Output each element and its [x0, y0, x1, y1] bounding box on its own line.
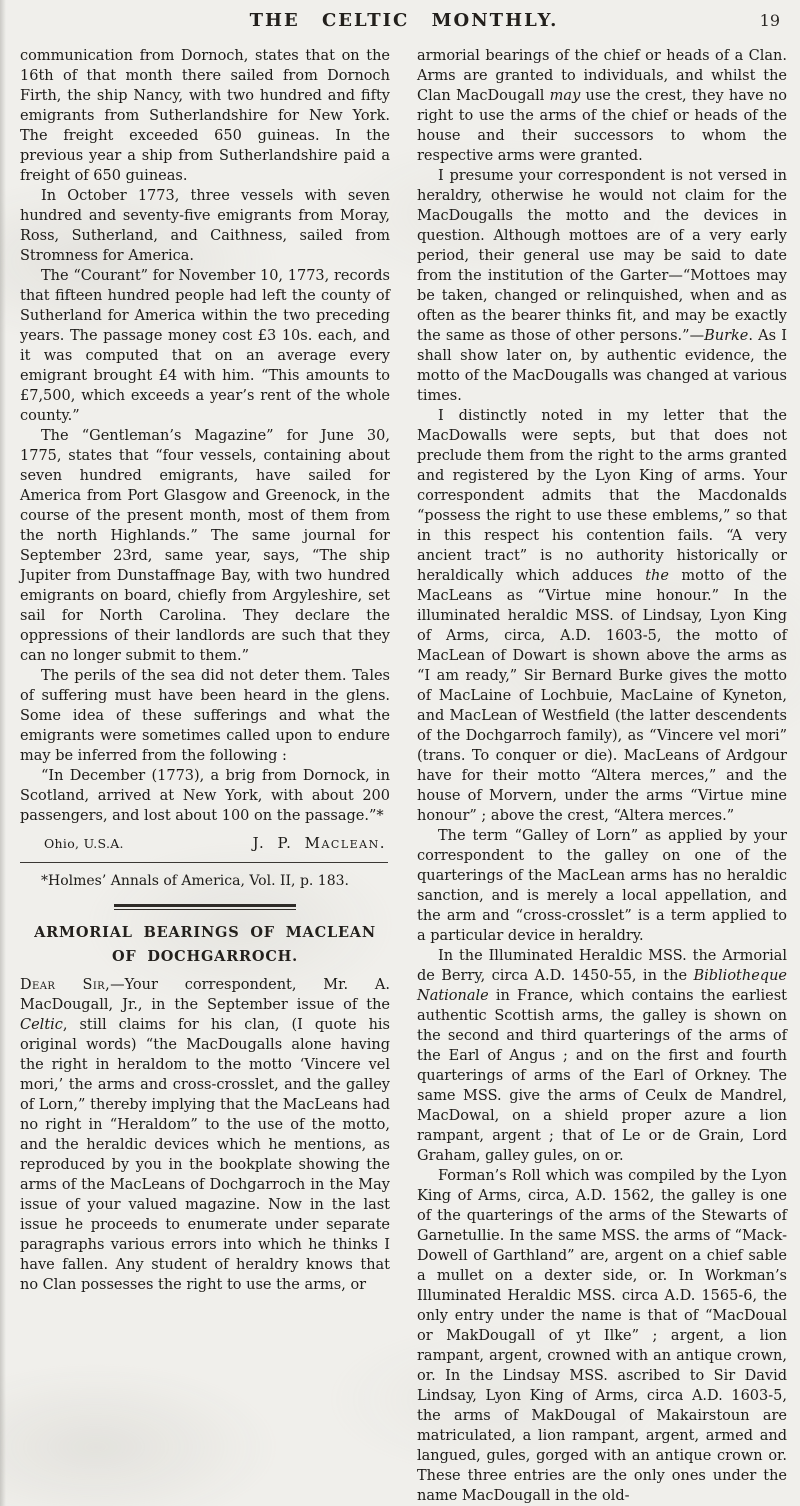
paragraph-emigration-dornoch: communication from Dornoch, states that on the 16th of that month there sailed from Dornoch Firth, the ship Nancy, with two hundred and fifty emigrants from Sutherlandshire for New York. The freight exceeded 650 guineas. In the previous year a ship from Sutherlandshire paid a freight of 650 guineas. [20, 48, 390, 184]
signature-row [20, 834, 390, 852]
paragraph-presume-correspondent: I presume your correspondent is not versed in heraldry, otherwise he would not claim for the MacDougalls the motto and the devices in question. Although mottoes are of a very early period, their general use may be said to date from the institution of the Garter—“Mottoes may be taken, changed or relinquished, when and as often as the bearer thinks fit, and may be exactly the same as those of other persons.”—Burke. As I shall show later on, by authentic evidence, the motto of the MacDougalls was changed at various times. [417, 168, 788, 404]
section-divider [114, 904, 296, 910]
paragraph-october-1773: In October 1773, three vessels with seven hundred and seventy-five emigrants from Moray, Ross, Sutherland, and Caithness, sailed from Stromness for America. [20, 188, 390, 264]
paragraph-perils-of-sea: The perils of the sea did not deter them. Tales of suffering must have been heard in the glens. Some idea of these sufferings and what the emigrants were sometimes called upon to endure may be inferred from the following : [20, 668, 390, 764]
paragraph-gentlemans-magazine: The “Gentleman’s Magazine” for June 30, 1775, states that “four vessels, containing about seven hundred emigrants, have sailed for America from Port Glasgow and Greenock, in the course of the present month, most of them from the north Highlands.” The same journal for September 23rd, same year, says, “The ship Jupiter from Dunstaffnage Bay, with two hundred emigrants on board, chiefly from Argyleshire, set sail for North Carolina. They declare the oppressions of their landlords are such that they can no longer submit to them.” [20, 428, 390, 664]
paragraph-macdowalls-septs: I distinctly noted in my letter that the MacDowalls were septs, but that does not preclude them from the right to the arms granted and registered by the Lyon King of arms. Your correspondent admits that the Macdonalds “possess the right to use these emblems,” so that in this respect his contention fails. “A very ancient tract” is no authority historically or heraldically which adduces the motto of the MacLeans as “Virtue mine honour.” In the illuminated heraldic MSS. of Lindsay, Lyon King of Arms, circa, A.D. 1603-5, the motto of MacLean of Dowart is shown above the arms as “I am ready,” Sir Bernard Burke gives the motto of MacLaine of Lochbuie, MacLaine of Kyneton, and MacLean of Westfield (the latter descendents of the Dochgarroch family), as “Vincere vel mori” (trans. To conquer or die). MacLeans of Ardgour have for their motto “Altera merces,” and the house of Morvern, under the arms “Virtue mine honour” ; above the crest, “Altera merces.” [417, 408, 787, 824]
signature-place: Ohio, U.S.A. [44, 836, 124, 851]
paragraph-dear-sir-letter: Dear Sir,—Your correspondent, Mr. A. MacDougall, Jr., in the September issue of the Celtic, still claims for his clan, (I quote his original words) “the MacDougalls alone having the right in heraldom to the motto ‘Vincere vel mori,’ the arms and cross-crosslet, and the galley of Lorn,” thereby implying that the MacLeans had no right in “Heraldom” to the use of the motto, and the heraldic devices which he mentions, as reproduced by you in the bookplate showing the arms of the MacLeans of Dochgarroch in the May issue of your valued magazine. Now in the last issue he proceeds to enumerate under separate paragraphs various errors into which he thinks I have fallen. Any student of heraldry knows that no Clan possesses the right to use the arms, or [20, 977, 390, 1293]
page-title: THE CELTIC MONTHLY. [249, 10, 559, 31]
paragraph-december-brig: “In December (1773), a brig from Dornock, in Scotland, arrived at New York, with about 200 passengers, and lost about 100 on the passage.”* [20, 768, 390, 824]
footnote-rule [20, 862, 388, 863]
page-number: 19 [759, 11, 780, 30]
paragraph-armorial-de-berry: In the Illuminated Heraldic MSS. the Armorial de Berry, circa A.D. 1450-55, in the Bibliotheque Nationale in France, which contains the earliest authentic Scottish arms, the galley is shown on the second and third quarterings of the arms of the Earl of Angus ; and on the first and fourth quarterings of arms of the Earl of Orkney. The same MSS. give the arms of Ceulx de Mandrel, MacDowal, on a shield proper azure a lion rampant, argent ; that of Le or de Grain, Lord Graham, galley gules, on or. [417, 948, 787, 1164]
footnote: *Holmes’ Annals of America, Vol. II, p. 183. [41, 873, 349, 889]
right-column [417, 46, 787, 1506]
text-columns [20, 46, 788, 1506]
page-header [20, 8, 788, 42]
paragraph-galley-of-lorn: The term “Galley of Lorn” as applied by your correspondent to the galley on one of the quarterings of the MacLean arms has no heraldic sanction, and is merely a local appellation, and the arm and “cross-crosslet” is a term applied to a particular device in heraldry. [417, 828, 787, 944]
article-heading: ARMORIAL BEARINGS OF MACLEAN OF DOCHGARROCH. [34, 924, 376, 965]
paragraph-formans-roll: Forman’s Roll which was compiled by the Lyon King of Arms, circa, A.D. 1562, the galley is one of the quarterings of the arms of the Stewarts of Garnetullie. In the same MSS. the arms of “Mack-Dowell of Garthland” are, argent on a chief sable a mullet on a dexter side, or. In Workman’s Illuminated Heraldic MSS. circa A.D. 1565-6, the only entry under the name is that of “MacDoual or MakDougall of yt Ilke” ; argent, a lion rampant, argent, crowned with an antique crown, or. In the Lindsay MSS. ascribed to Sir David Lindsay, Lyon King of Arms, circa A.D. 1603-5, the arms of MakDougal of Makairstoun are matriculated, a lion rampant, argent, armed and langued, gules, gorged with an antique crown or. These three entries are the only ones under the name MacDougall in the old- [417, 1168, 787, 1504]
paragraph-armorial-bearings: armorial bearings of the chief or heads of a Clan. Arms are granted to individuals, and whilst the Clan MacDougall may use the crest, they have no right to use the arms of the chief or heads of the house and their successors to whom the respective arms were granted. [417, 48, 787, 164]
paragraph-courant: The “Courant” for November 10, 1773, records that fifteen hundred people had left the county of Sutherland for America within the two preceding years. The passage money cost £3 10s. each, and it was computed that on an average every emigrant brought £4 with him. “This amounts to £7,500, which exceeds a year’s rent of the whole county.” [20, 268, 390, 424]
signature-name: J. P. Maclean. [252, 834, 386, 852]
left-column [20, 46, 390, 1506]
